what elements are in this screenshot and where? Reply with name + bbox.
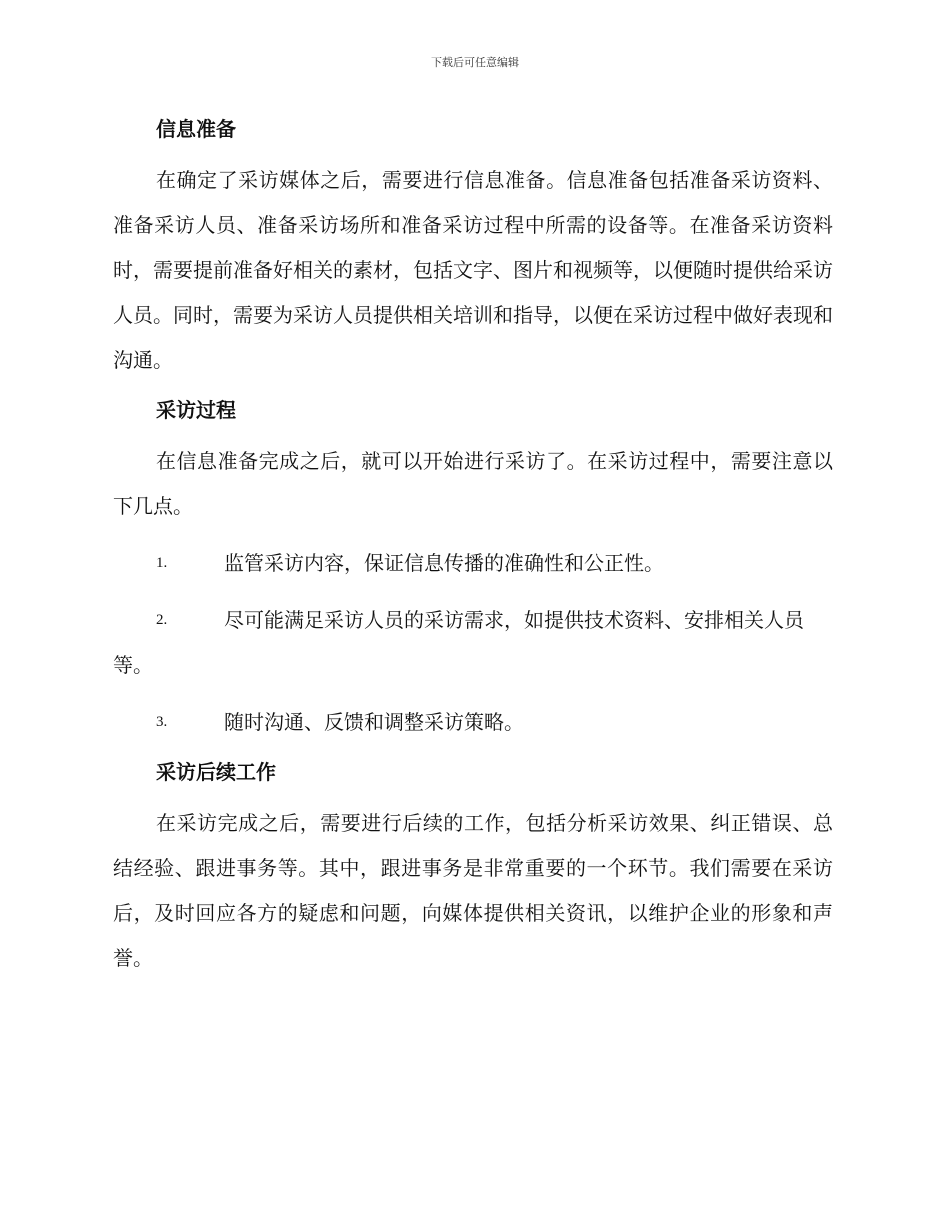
list-item (113, 700, 833, 745)
document-body (113, 110, 833, 993)
list-item-text: 随时沟通、反馈和调整采访策略。 (224, 710, 524, 734)
list-item (113, 541, 833, 586)
list-item-number: 1. (156, 555, 168, 571)
list-item-number: 3. (156, 714, 168, 730)
section-paragraph-interview-process: 在信息准备完成之后，就可以开始进行采访了。在采访过程中，需要注意以下几点。 (113, 449, 833, 518)
list-item-number: 2. (156, 612, 168, 628)
section-heading-interview-process: 采访过程 (156, 398, 236, 422)
section-heading-follow-up: 采访后续工作 (156, 760, 276, 784)
header-note: 下载后可任意编辑 (431, 56, 519, 69)
list-item (113, 598, 833, 688)
section-heading-info-prep: 信息准备 (156, 117, 236, 141)
list-item-text: 尽可能满足采访人员的采访需求，如提供技术资料、安排相关人员等。 (113, 608, 804, 677)
list-item-text: 监管采访内容，保证信息传播的准确性和公正性。 (224, 551, 664, 575)
section-paragraph-info-prep: 在确定了采访媒体之后，需要进行信息准备。信息准备包括准备采访资料、准备采访人员、准备采访场所和准备采访过程中所需的设备等。在准备采访资料时，需要提前准备好相关的素材，包括文字、图片和视频等，以便随时提供给采访人员。同时，需要为采访人员提供相关培训和指导，以便在采访过程中做好表现和沟通。 (113, 168, 833, 372)
section-paragraph-follow-up: 在采访完成之后，需要进行后续的工作，包括分析采访效果、纠正错误、总结经验、跟进事务等。其中，跟进事务是非常重要的一个环节。我们需要在采访后，及时回应各方的疑虑和问题，向媒体提供相关资讯，以维护企业的形象和声誉。 (113, 811, 833, 970)
